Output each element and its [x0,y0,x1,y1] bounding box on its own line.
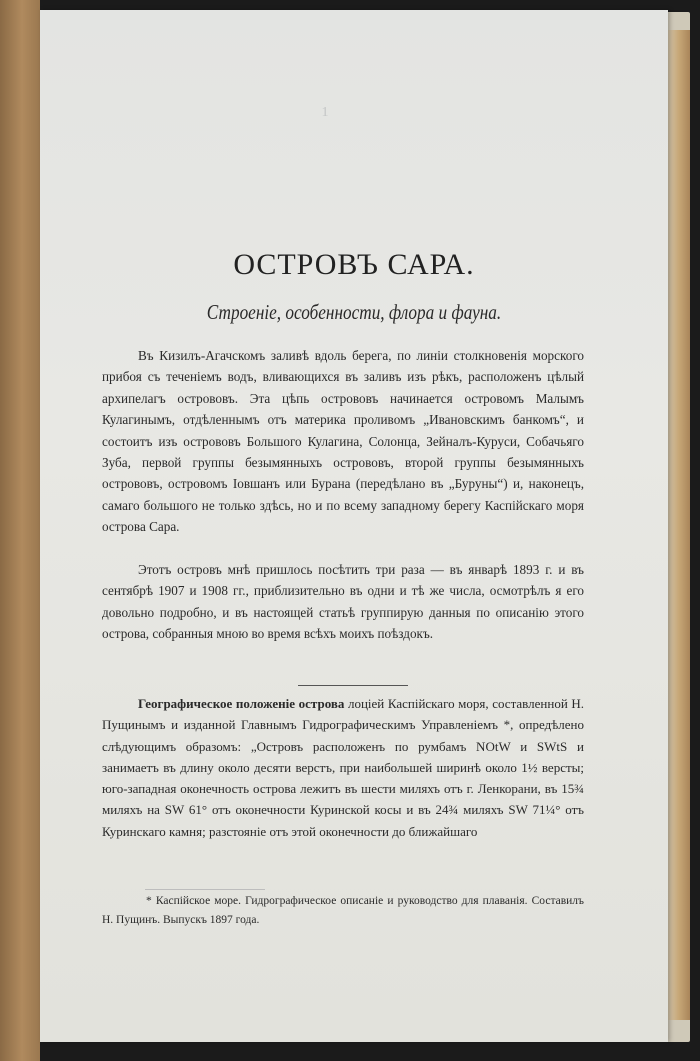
footnote-text: * Каспійское море. Гидрографическое описаніе и руководство для плаванія. Составилъ Н. Пущинъ. Выпускъ 1897 года. [102,895,584,926]
footnote [102,892,584,930]
section-divider [298,685,408,686]
paragraph-1-text: Въ Кизилъ-Агачскомъ заливѣ вдоль берега, по линіи столкновенія морского прибоя съ теченіемъ водъ, вливающихся въ заливъ изъ рѣкъ, расположенъ цѣлый архипелагъ острововъ. Эта цѣпь острововъ начинается островомъ Малымъ Кулагинымъ, отдѣленнымъ отъ материка проливомъ „Ивановскимъ банкомъ“, и состоитъ изъ острововъ Большого Кулагина, Солонца, Зейналъ-Куруси, Собачьяго Зуба, первой группы безымянныхъ острововъ, второй группы безымянныхъ острововъ, островомъ Іовшанъ или Бурана (передѣлано въ „Буруны“) и, наконецъ, самаго большого не только здѣсь, но и по всему западному берегу Каспійскаго моря острова Сара. [102,348,584,535]
footnote-rule [145,889,265,890]
paragraph-3 [102,693,584,842]
article-title: ОСТРОВЪ САРА. [233,248,475,281]
paragraph-1 [102,345,584,538]
paragraph-2 [102,559,584,645]
article-subtitle: Строеніе, особенности, флора и фауна. [206,300,502,324]
section-lead: Географическое положеніе острова [138,696,345,711]
document-page [40,10,668,1042]
paragraph-2-text: Этотъ островъ мнѣ пришлось посѣтить три раза — въ январѣ 1893 г. и въ сентябрѣ 1907 и 1908 гг., приблизительно въ одни и тѣ же числа, осмотрѣлъ я его довольно подробно, и въ настоящей статьѣ группирую данныя по описанію этого острова, собранныя мною во время всѣхъ моихъ поѣздокъ. [102,562,584,642]
book-spine [0,0,40,1061]
page-number: 1 [321,105,329,120]
section-text: лоціей Каспійскаго моря, составленной Н. Пущинымъ и изданной Главнымъ Гидрографическимъ Управленіемъ *, опредѣлено слѣдующимъ образомъ: „Островъ расположенъ по румбамъ NOtW и SWtS и занимаетъ въ длину около десяти верстъ, при наибольшей ширинѣ около 1½ версты; юго-западная оконечность острова лежитъ въ шести миляхъ отъ г. Ленкорани, въ 15¾ миляхъ на SW 61° отъ оконечности Куринской косы и въ 24¾ миляхъ SW 71¼° отъ Куринскаго камня; разстояніе отъ этой оконечности до ближайшаго [102,696,584,839]
